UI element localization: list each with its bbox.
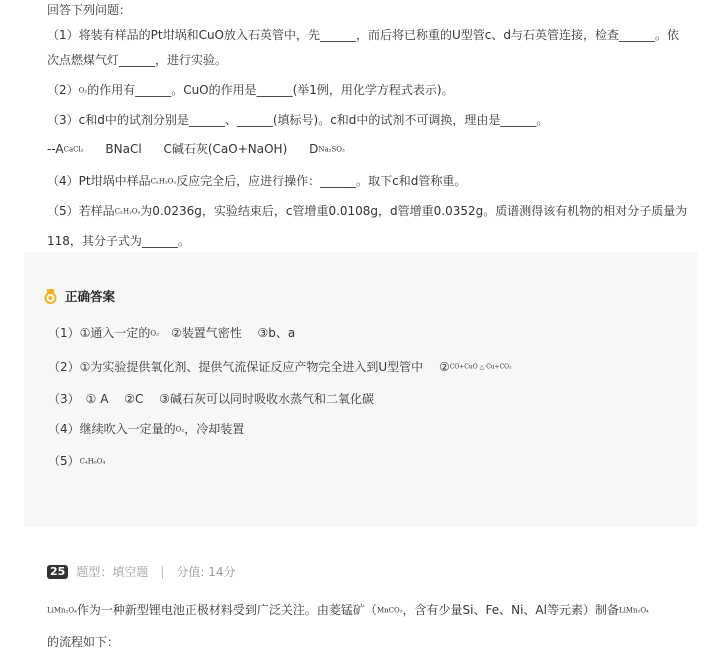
answer-3: （3） ① A ②C ③碱石灰可以同时吸收水蒸气和二氧化碳 bbox=[48, 392, 374, 406]
q2-prefix: （2） bbox=[47, 83, 79, 97]
answer-1: （1）①通入一定的O₂ ②装置气密性 ③b、a bbox=[48, 326, 296, 340]
question-part-5: （5）若样品CₓHᵧOᵤ为0.0236g，实验结束后，c管增重0.0108g，d管增重0.0352g。质谱测得该有机物的相对分子质量为 bbox=[47, 204, 688, 218]
next-question-text-cont: 的流程如下： bbox=[47, 635, 120, 649]
medal-icon bbox=[44, 289, 57, 304]
option-b: BNaCl bbox=[105, 142, 142, 156]
option-c: C碱石灰(CaO+NaOH) bbox=[163, 142, 288, 156]
formula-cacl2: CaCl₂ bbox=[63, 145, 84, 154]
question-part-2 bbox=[47, 80, 454, 101]
option-a: --ACaCl₂ bbox=[47, 142, 84, 156]
answer-title bbox=[44, 287, 115, 305]
formula-o2: O₂ bbox=[175, 425, 185, 434]
answer-title-text: 正确答案 bbox=[65, 289, 116, 304]
option-d: DNa₂SO₃ bbox=[309, 142, 345, 156]
question-options bbox=[47, 139, 345, 160]
formula-cxhyoz: CₓHᵧOᵤ bbox=[114, 207, 141, 216]
question-part-4: （4）Pt坩埚中样品CₓHᵧOᵤ反应完全后，应进行操作：______。取下c和d管称重。 bbox=[47, 174, 467, 188]
formula-co-cuo-equation: CO+CuO △ Cu+CO₂ bbox=[449, 363, 512, 371]
next-question-text: LiMn₂O₄作为一种新型锂电池正极材料受到广泛关注。由菱锰矿（MnCO₃，含有少量Si、Fe、Ni、Al等元素）制备LiMn₂O₄ bbox=[47, 603, 649, 617]
q2-text: 的作用有______。CuO的作用是______(举1例，用化学方程式表示)。 bbox=[87, 83, 454, 97]
question-part-1: （1）将装有样品的Pt坩埚和CuO放入石英管中，先______，而后将已称重的U型管c、d与石英管连接，检查______。依 bbox=[47, 28, 680, 42]
question-type: 题型：填空题 bbox=[76, 565, 149, 579]
formula-o2: O₂ bbox=[150, 329, 159, 338]
formula-na2so3: Na₂SO₃ bbox=[318, 145, 345, 154]
formula-o2: O₂ bbox=[78, 86, 88, 95]
question-part-5-cont: 118，其分子式为______。 bbox=[47, 234, 190, 248]
formula-mnco3: MnCO₃ bbox=[376, 606, 403, 615]
question-part-1-cont: 次点燃煤气灯______，进行实验。 bbox=[47, 53, 228, 67]
next-question-meta bbox=[47, 563, 236, 580]
formula-cxhyoz: CₓHᵧOᵤ bbox=[150, 177, 177, 186]
formula-limn2o4: LiMn₂O₄ bbox=[47, 606, 77, 615]
answer-2: （2）①为实验提供氧化剂、提供气流保证反应产物完全进入到U型管中 ②CO+CuO △ Cu+CO₂ bbox=[48, 360, 512, 374]
answer-5: （5）C₄H₆O₄ bbox=[48, 454, 106, 468]
question-part-3: （3）c和d中的试剂分别是______、______(填标号)。c和d中的试剂不可调换，理由是______。 bbox=[47, 113, 549, 127]
question-score: 分值: 14分 bbox=[176, 565, 236, 579]
formula-limn2o4: LiMn₂O₄ bbox=[618, 606, 649, 615]
meta-separator: | bbox=[160, 564, 165, 579]
formula-c4h6o4: C₄H₆O₄ bbox=[79, 457, 106, 466]
question-intro: 回答下列问题： bbox=[47, 3, 132, 17]
answer-4: （4）继续吹入一定量的O₂，冷却装置 bbox=[48, 422, 245, 436]
question-number-badge: 25 bbox=[47, 565, 68, 579]
